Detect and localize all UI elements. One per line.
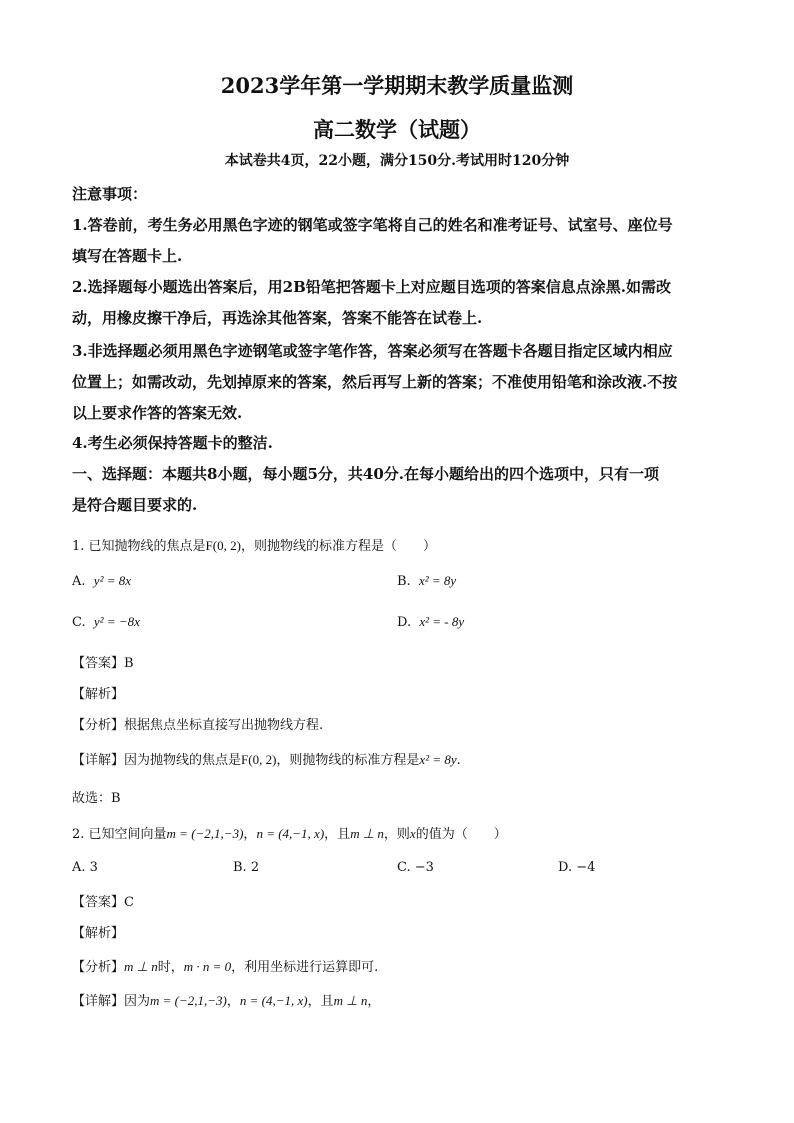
q2-stem-text-c: ，则 xyxy=(383,827,410,842)
q1-stem-text: 1. 已知抛物线的焦点是 xyxy=(72,539,206,554)
q1-conclusion: 故选：B xyxy=(72,791,121,806)
q1-analysis: 【解析】 xyxy=(72,687,125,702)
q2-detail xyxy=(72,990,380,1009)
q1-focus: F(0, 2) xyxy=(205,538,241,553)
q2-detail-text: 【详解】因为 xyxy=(72,994,151,1009)
q2-option-a: A. 3 xyxy=(72,860,98,875)
q2-sep: ， xyxy=(243,827,257,842)
q2-detail-text-b: ，且 xyxy=(307,994,334,1009)
option-label: D. xyxy=(397,615,412,630)
q1-detail-text: 【详解】因为抛物线的焦点是 xyxy=(72,753,242,768)
q2-fenxi xyxy=(72,956,378,975)
q1-option-b xyxy=(397,573,456,589)
note-line: 3.非选择题必须用黑色字迹钢笔或签字笔作答，答案必须写在答题卡各题目指定区域内相应 xyxy=(72,342,673,360)
q2-fenxi-text-c: ，利用坐标进行运算即可. xyxy=(231,960,379,975)
option-value: y² = 8x xyxy=(93,573,132,588)
exam-title: 2023学年第一学期期末教学质量监测 xyxy=(220,73,574,98)
option-value: x² = - 8y xyxy=(419,614,465,629)
q1-detail-focus: F(0, 2) xyxy=(241,752,277,767)
q1-stem-text-b: ，则抛物线的标准方程是（ ） xyxy=(240,539,436,554)
question-2-stem xyxy=(72,823,507,842)
question-1-stem xyxy=(72,535,436,554)
q2-option-b: B. 2 xyxy=(233,860,260,875)
exam-subtitle: 高二数学（试题） xyxy=(313,117,481,142)
note-line: 位置上；如需改动，先划掉原来的答案，然后再写上新的答案；不准使用铅笔和涂改液.不按 xyxy=(72,373,678,391)
q1-fenxi: 【分析】根据焦点坐标直接写出抛物线方程. xyxy=(72,718,324,733)
note-line: 4.考生必须保持答题卡的整洁. xyxy=(72,434,273,452)
q2-analysis: 【解析】 xyxy=(72,926,125,941)
q2-perp: m ⊥ n xyxy=(350,826,384,841)
option-label: B. xyxy=(397,574,411,589)
note-line: 以上要求作答的答案无效. xyxy=(72,404,243,422)
q2-stem-text-b: ，且 xyxy=(324,827,351,842)
q2-vector-n: n = (4,−1, x) xyxy=(256,826,325,841)
option-value: x² = 8y xyxy=(418,573,457,588)
section-heading-cont: 是符合题目要求的. xyxy=(72,496,198,514)
q2-answer: 【答案】C xyxy=(72,895,134,910)
q2-detail-n: n = (4,−1, x) xyxy=(239,993,308,1008)
q1-option-a xyxy=(72,573,131,589)
q1-detail xyxy=(72,749,461,768)
q2-vector-m: m = (−2,1,−3) xyxy=(166,826,244,841)
q2-detail-end: ， xyxy=(367,994,381,1009)
q2-fenxi-perp: m ⊥ n xyxy=(124,959,158,974)
note-line: 动，用橡皮擦干净后，再选涂其他答案，答案不能答在试卷上. xyxy=(72,309,483,327)
q2-option-c: C. −3 xyxy=(397,860,434,875)
q2-detail-perp: m ⊥ n xyxy=(333,993,368,1008)
q2-fenxi-dot: m · n = 0 xyxy=(183,959,232,974)
q1-answer: 【答案】B xyxy=(72,656,134,671)
q2-var: x xyxy=(409,826,416,841)
option-label: C. xyxy=(72,615,86,630)
q2-stem-text: 2. 已知空间向量 xyxy=(72,827,167,842)
q2-fenxi-text: 【分析】 xyxy=(72,960,125,975)
note-line: 1.答卷前，考生务必用黑色字迹的钢笔或签字笔将自己的姓名和准考证号、试室号、座位号 xyxy=(72,216,673,234)
q1-option-c xyxy=(72,614,140,630)
q2-fenxi-text-b: 时， xyxy=(157,960,184,975)
q2-detail-sep: ， xyxy=(226,994,240,1009)
exam-info: 本试卷共4页，22小题，满分150分.考试用时120分钟 xyxy=(224,153,570,169)
note-line: 2.选择题每小题选出答案后，用2B铅笔把答题卡上对应题目选项的答案信息点涂黑.如需改 xyxy=(72,278,672,296)
q2-detail-m: m = (−2,1,−3) xyxy=(150,993,227,1008)
option-value: y² = −8x xyxy=(93,614,140,629)
q1-detail-text-b: ，则抛物线的标准方程是 xyxy=(276,753,420,768)
note-line: 填写在答题卡上. xyxy=(72,247,183,265)
q1-detail-end: . xyxy=(456,753,461,768)
q1-option-d xyxy=(397,614,464,630)
q2-stem-text-d: 的值为（ ） xyxy=(415,827,507,842)
notes-heading: 注意事项： xyxy=(72,185,148,203)
q2-option-d: D. −4 xyxy=(558,860,596,875)
section-heading: 一、选择题：本题共8小题，每小题5分，共40分.在每小题给出的四个选项中，只有一项 xyxy=(72,465,659,483)
q1-detail-equation: x² = 8y xyxy=(419,752,457,767)
option-label: A. xyxy=(72,574,86,589)
